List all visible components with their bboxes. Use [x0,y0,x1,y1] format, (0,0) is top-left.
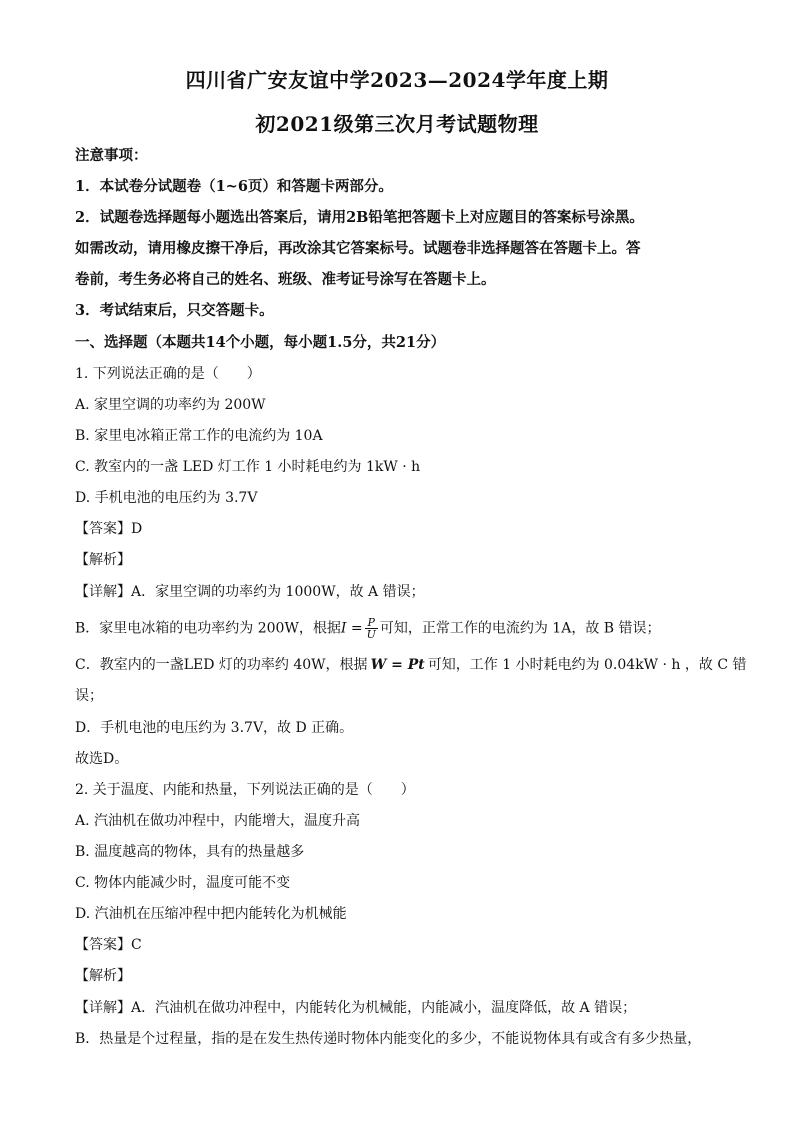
q1-option-a: A. 家里空调的功率约为 200W [75,397,266,413]
q1-detail-c-cont: 误； [75,688,103,704]
q1-conclusion: 故选D。 [75,751,129,767]
q1-option-c: C. 教室内的一盏 LED 灯工作 1 小时耗电约为 1kW · h [75,459,421,475]
q1-detail-a: 【详解】A．家里空调的功率约为 1000W，故 A 错误； [75,584,425,600]
notice-item-1: 1．本试卷分试题卷（1~6页）和答题卡两部分。 [75,178,393,195]
q1-analysis: 【解析】 [75,552,131,568]
formula-numerator: P [365,617,378,629]
notice-item-3: 3．考试结束后，只交答题卡。 [75,302,274,319]
q1-detail-c [75,655,747,675]
q1-option-d: D. 手机电池的电压约为 3.7V [75,490,258,506]
q2-detail-a: 【详解】A．汽油机在做功冲程中，内能转化为机械能，内能减小，温度降低，故 A 错误； [75,1000,637,1016]
q2-analysis: 【解析】 [75,968,131,984]
q2-option-b: B. 温度越高的物体，具有的热量越多 [75,844,305,860]
q2-option-a: A. 汽油机在做功冲程中，内能增大，温度升高 [75,813,361,829]
notice-heading: 注意事项： [75,147,148,164]
q1-option-b: B. 家里电冰箱正常工作的电流约为 10A [75,428,323,444]
q2-stem: 2. 关于温度、内能和热量，下列说法正确的是（ ） [75,782,415,798]
q1-detail-c-post: 可知，工作 1 小时耗电约为 0.04kW · h ，故 C 错 [427,657,747,673]
q1-detail-c-pre: C．教室内的一盏LED 灯的功率约 40W，根据 [75,657,368,673]
notice-item-2c: 卷前，考生务必将自己的姓名、班级、准考证号涂写在答题卡上。 [75,271,496,288]
formula-energy: W = Pt [370,657,425,673]
q1-detail-b [75,617,724,640]
q2-option-d: D. 汽油机在压缩冲程中把内能转化为机械能 [75,906,347,922]
q1-detail-b-post: 可知，正常工作的电流约为 1A，故 B 错误； [379,620,661,637]
q2-detail-b: B．热量是个过程量，指的是在发生热传递时物体内能变化的多少，不能说物体具有或含有多少热量， [75,1031,702,1047]
exam-title: 四川省广安友谊中学2023—2024学年度上期 [185,68,609,92]
q1-answer: 【答案】D [75,521,143,537]
notice-item-2b: 如需改动，请用橡皮擦干净后，再改涂其它答案标号。试题卷非选择题答在答题卡上。答 [75,240,641,257]
notice-item-2a: 2．试题卷选择题每小题选出答案后，请用2B铅笔把答题卡上对应题目的答案标号涂黑。 [75,209,644,226]
q2-answer: 【答案】C [75,937,142,953]
q1-stem: 1. 下列说法正确的是（ ） [75,366,261,382]
q1-detail-d: D．手机电池的电压约为 3.7V，故 D 正确。 [75,720,354,736]
formula-current-lhs: I = [340,620,363,637]
exam-subtitle: 初2021级第三次月考试题物理 [255,112,539,136]
section-heading: 一、选择题（本题共14个小题，每小题1.5分，共21分） [75,334,446,351]
q1-detail-b-pre: B．家里电冰箱的电功率约为 200W，根据 [75,620,341,637]
formula-denominator: U [366,628,376,641]
formula-fraction [365,617,378,640]
q2-option-c: C. 物体内能减少时，温度可能不变 [75,875,291,891]
